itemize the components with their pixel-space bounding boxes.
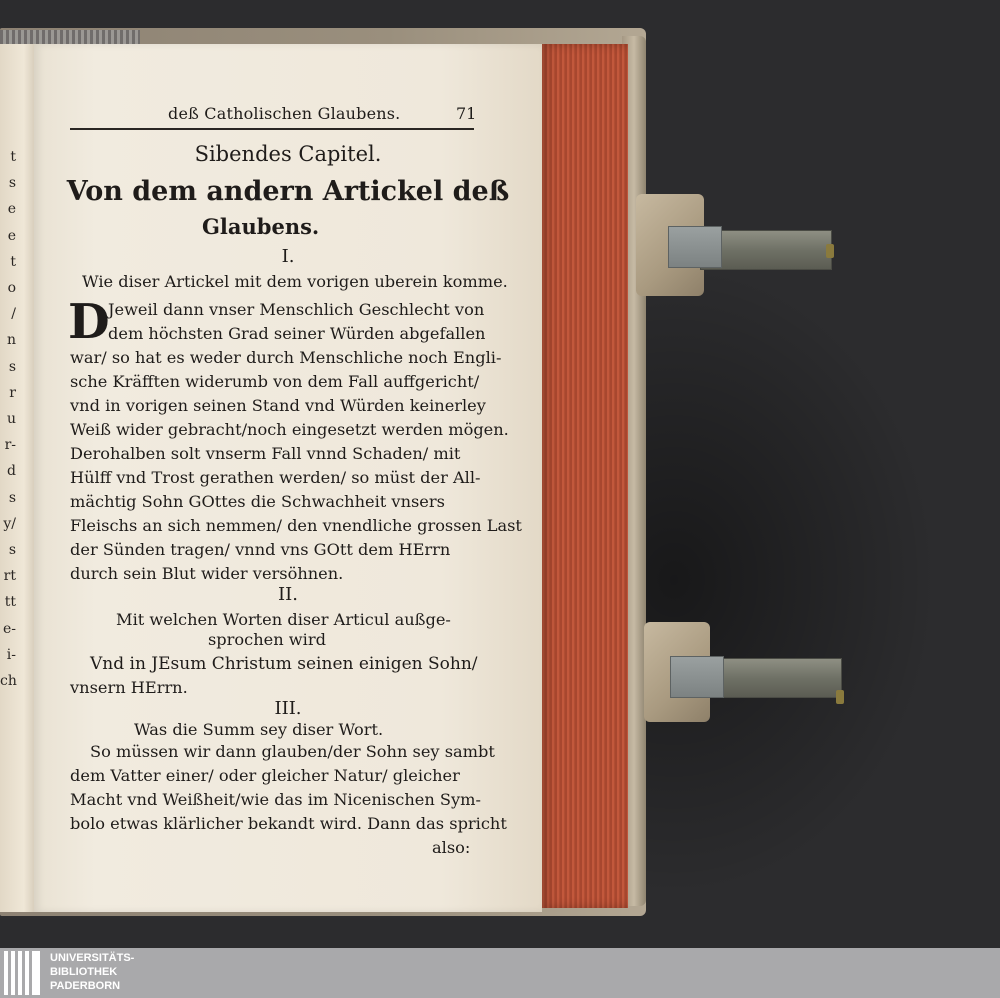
left-page-fragment: ch [0,673,17,690]
body-line: So müssen wir dann glauben/der Sohn sey sambt [90,742,495,761]
lower-clasp-strap [704,658,842,698]
body-line: Macht vnd Weißheit/wie das im Nicenischen Sym- [70,790,481,809]
left-page-fragment: tt [4,594,16,611]
section-numeral-1: I. [281,246,295,267]
left-page-fragment: e [7,201,16,218]
left-page-fragment: s [8,175,16,192]
left-page-fragment: t [10,149,16,165]
lower-clasp-hinge [670,656,724,698]
body-line: Vnd in JEsum Christum seinen einigen Sohn/ [90,654,478,674]
page-number: 71 [456,104,477,123]
left-page-sliver [0,44,35,912]
left-page-fragment: s [8,358,16,375]
body-line: Weiß wider gebracht/noch eingesetzt werden mögen. [70,420,509,439]
left-page-fragment: e- [2,620,16,637]
body-line: Derohalben solt vnserm Fall vnnd Schaden/ mit [70,444,461,463]
body-line: durch sein Blut wider versöhnen. [70,564,344,583]
left-page-fragment: e [7,227,16,244]
logo-line: UNIVERSITÄTS- [50,952,135,964]
left-page-fragment: d [7,463,16,480]
left-page-fragment: i- [6,646,16,663]
logo-line: BIBLIOTHEK [50,966,118,978]
body-line: dem Vatter einer/ oder gleicher Natur/ gleicher [70,766,460,785]
section-subheading-1: Wie diser Artickel mit dem vorigen uberein komme. [82,272,508,291]
body-line: Hülff vnd Trost gerathen werden/ so müst der All- [70,468,481,487]
footer-bar [0,948,1000,998]
section-subheading-2-cont: sprochen wird [208,630,326,649]
left-page-fragment: s [8,542,16,559]
chapter-heading: Sibendes Capitel. [194,142,382,166]
page-block-red-edge [540,44,628,908]
right-page [34,44,542,912]
headband [0,30,140,44]
body-line: vnd in vorigen seinen Stand vnd Würden keinerley [70,396,486,415]
library-logo-text [50,951,134,993]
title-line-1: Von dem andern Artickel deß [66,176,510,207]
running-head: deß Catholischen Glaubens. [168,104,401,123]
left-page-fragment: s [8,489,16,506]
body-line: war/ so hat es weder durch Menschliche noch Engli- [70,348,502,367]
upper-clasp-hinge [668,226,722,268]
logo-line: PADERBORN [50,980,121,992]
left-page-fragment: u [6,411,16,428]
section-numeral-2: II. [278,584,298,605]
body-line: dem höchsten Grad seiner Würden abgefallen [108,324,486,343]
body-line: Jeweil dann vnser Menschlich Geschlecht von [108,300,485,319]
body-line: Fleischs an sich nemmen/ den vnendliche grossen Last [70,516,522,535]
drop-cap: D [68,294,110,350]
left-page-fragment: n [6,332,16,349]
title-line-2: Glaubens. [202,214,320,239]
left-page-fragment: r [9,384,16,401]
left-page-text-fragments [0,144,16,694]
body-line: vnsern HErrn. [70,678,188,697]
left-page-fragment: r- [4,437,16,454]
left-page-fragment: y/ [3,515,16,532]
catchword: also: [432,838,471,857]
lower-clasp-rivet [836,690,844,704]
section-subheading-3: Was die Summ sey diser Wort. [134,720,384,739]
left-page-fragment: o [7,280,16,297]
body-line: mächtig Sohn GOttes die Schwachheit vnsers [70,492,445,511]
left-page-fragment: rt [3,568,16,585]
body-line: sche Kräfften widerumb von dem Fall auffgericht/ [70,372,480,391]
section-subheading-2: Mit welchen Worten diser Articul außge- [116,610,451,629]
left-page-fragment: / [11,306,16,323]
left-page-fragment: t [10,253,16,270]
head-rule [70,128,474,130]
body-line: der Sünden tragen/ vnnd vns GOtt dem HErrn [70,540,451,559]
upper-clasp-rivet [826,244,834,258]
body-line: bolo etwas klärlicher bekandt wird. Dann das spricht [70,814,507,833]
section-numeral-3: III. [274,698,302,719]
library-logo-icon [4,951,44,995]
